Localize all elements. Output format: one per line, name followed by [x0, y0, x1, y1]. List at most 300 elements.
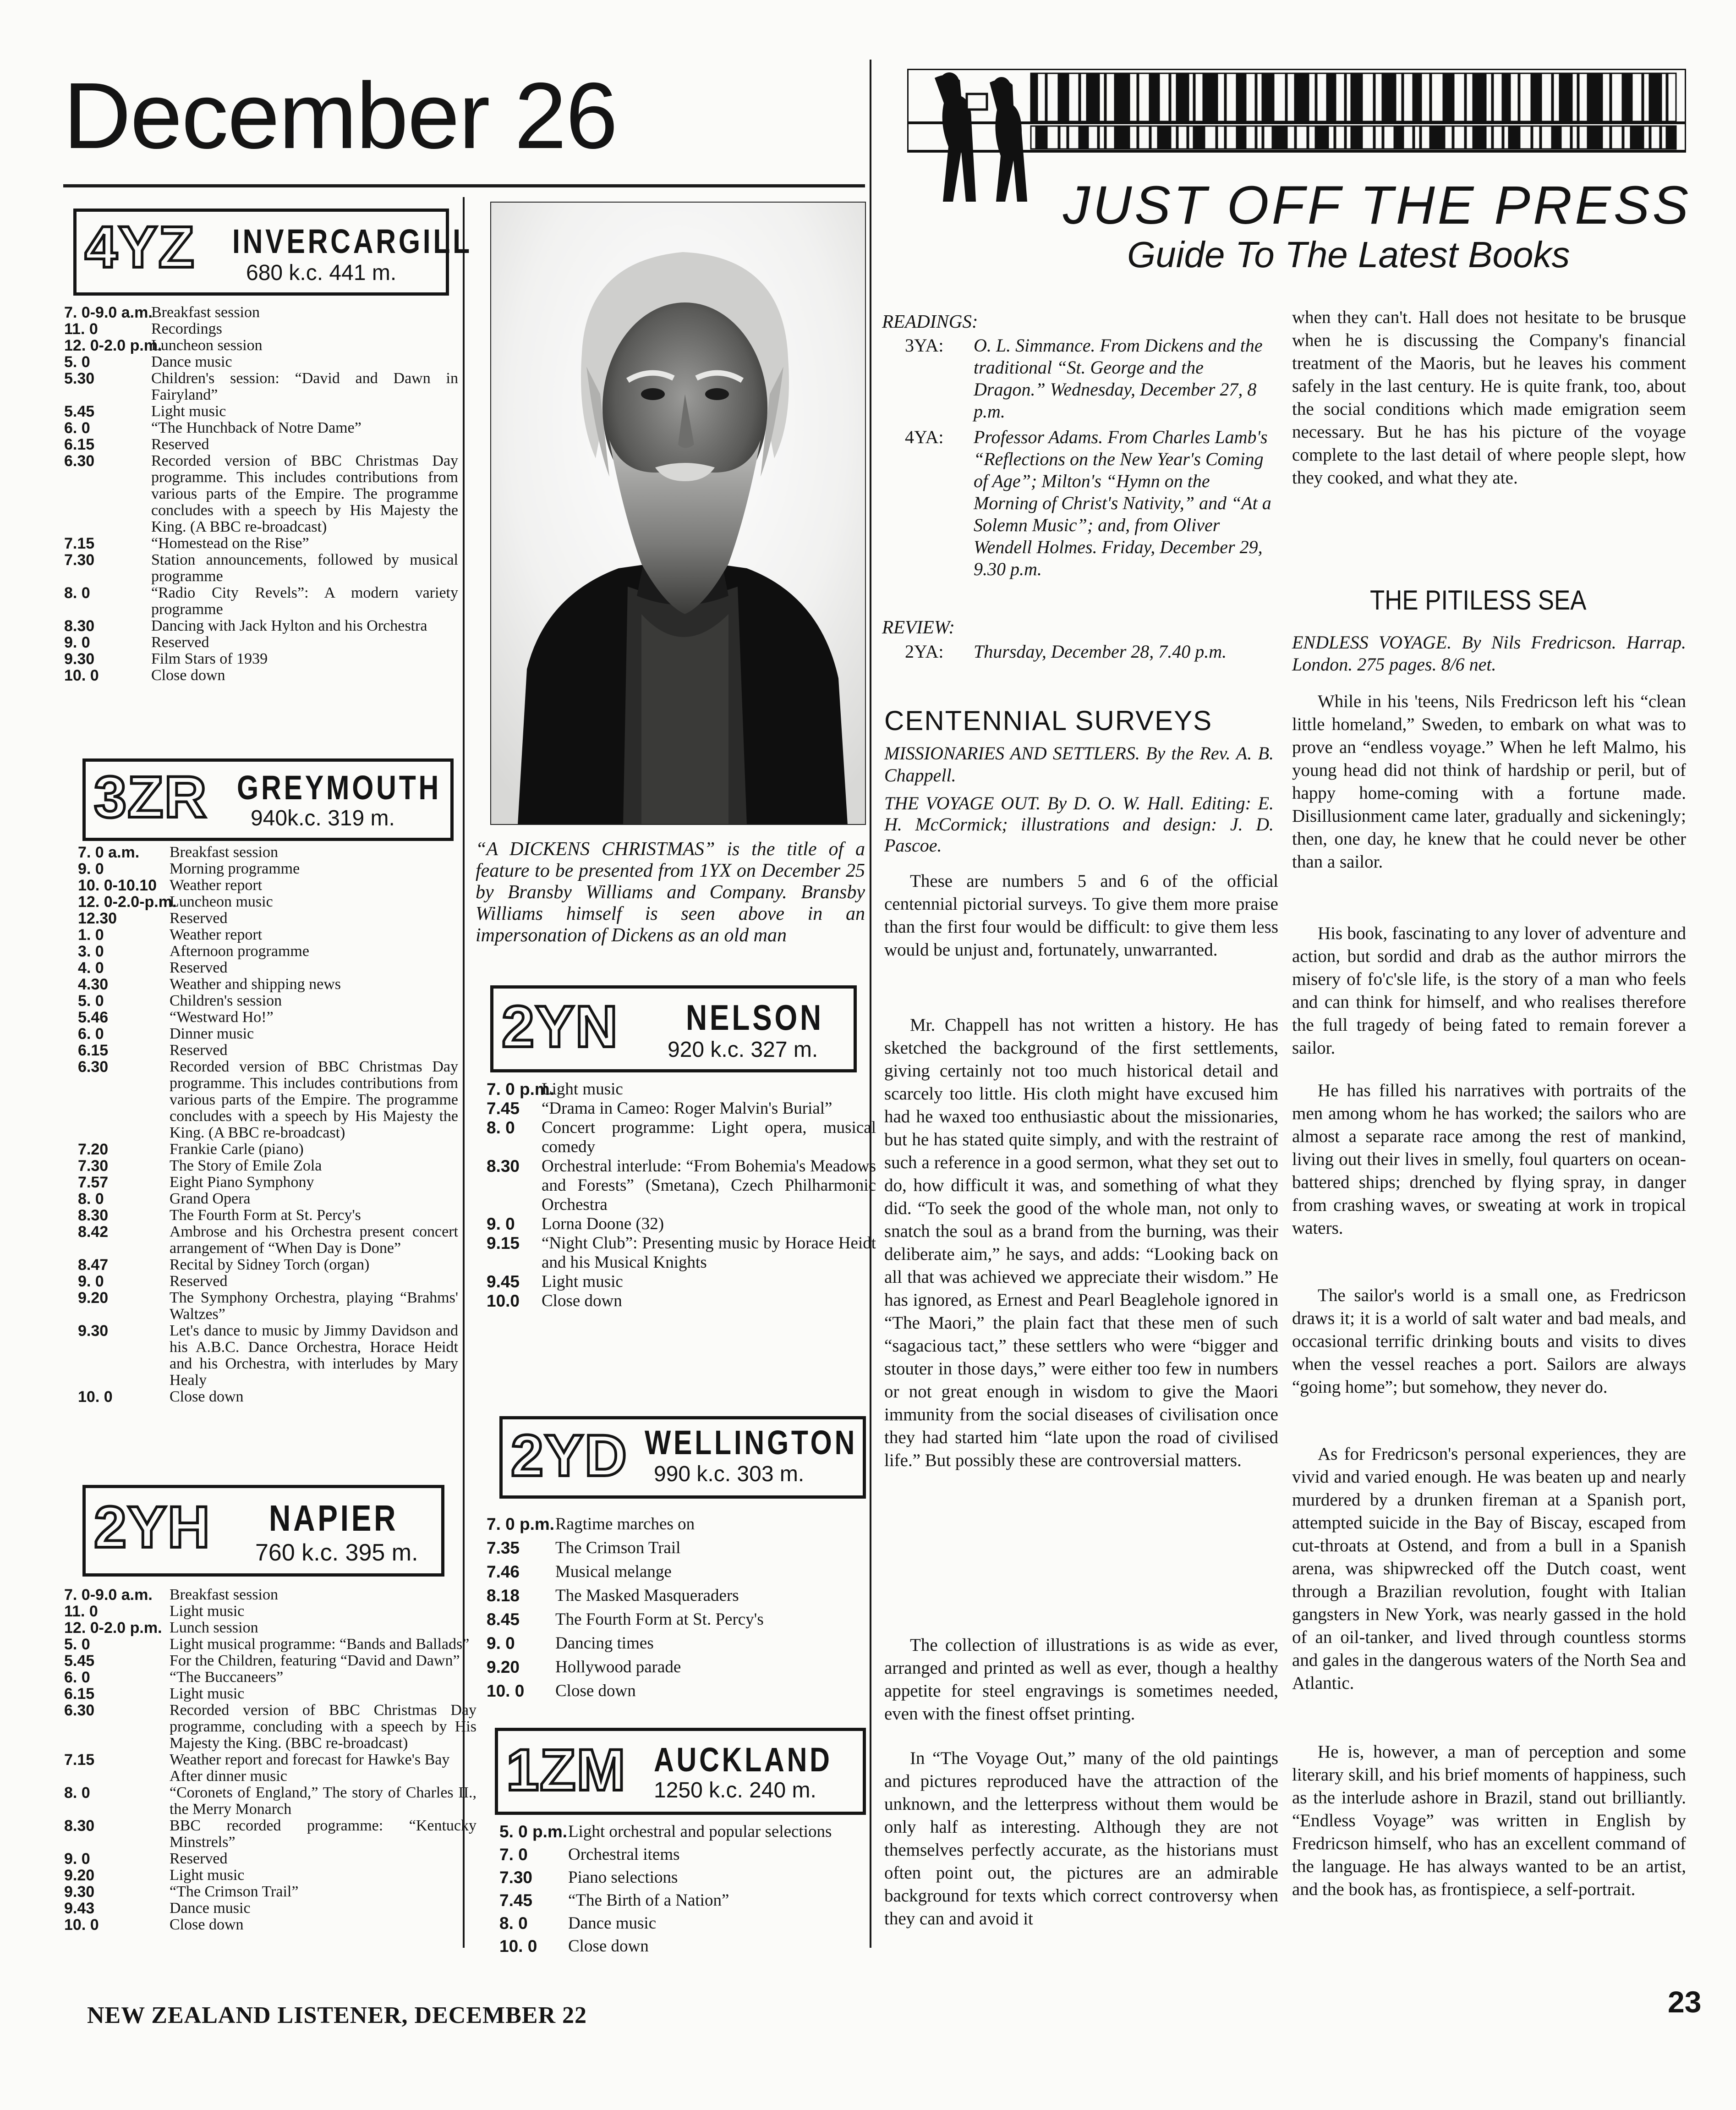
- schedule-row: [64, 304, 458, 321]
- schedule-row: [64, 1917, 476, 1933]
- reading-3ya-station: 3YA:: [905, 335, 944, 356]
- dickens-photo: [490, 202, 866, 825]
- schedule-time: 6.15: [78, 1042, 109, 1059]
- schedule-time: 7.20: [78, 1141, 109, 1158]
- schedule-description: Lorna Doone (32): [542, 1214, 664, 1233]
- schedule-time: 9. 0: [78, 1273, 104, 1290]
- centennial-para-5: when they can't. Hall does not hesitate to be brusque when he is discussing the Company's financial treatment of the Maoris, but he leaves his comment safely in the last century. He is quite frank, too, about the social conditions which made emigration seem necessary. But he has his picture of the voyage complete to the last detail of where people slept, how they cooked, and what they ate.: [1292, 308, 1686, 488]
- schedule-description: Close down: [151, 667, 225, 684]
- schedule-row: [487, 1291, 876, 1311]
- schedule-time: 5.46: [78, 1009, 109, 1026]
- reading-3ya-text: O. L. Simmance. From Dickens and the traditional “St. George and the Dragon.” Wednesday, December 27, 8 p.m.: [974, 335, 1263, 422]
- schedule-row: [64, 1884, 476, 1900]
- schedule-description: The Fourth Form at St. Percy's: [555, 1610, 764, 1629]
- station-box-2yn: [490, 985, 857, 1072]
- schedule-description: Musical melange: [555, 1562, 672, 1581]
- schedule-time: 11. 0: [64, 320, 98, 338]
- schedule-row: [487, 1512, 876, 1536]
- schedule-time: 10. 0: [64, 1916, 99, 1934]
- schedule-row: [487, 1679, 876, 1703]
- schedule-row: [64, 1785, 476, 1818]
- schedule-time: 9. 0: [64, 1850, 90, 1868]
- books-subtitle: Guide To The Latest Books: [1127, 234, 1570, 275]
- footer-publication: NEW ZEALAND LISTENER, DECEMBER 22: [87, 2002, 587, 2028]
- schedule-description: “The Crimson Trail”: [170, 1883, 299, 1900]
- schedule-time: 9.30: [64, 650, 95, 668]
- schedule-time: 7.45: [487, 1099, 520, 1118]
- schedule-description: Orchestral interlude: “From Bohemia's Meadows and Forests” (Smetana), Czech Philharmonic Orchestra: [542, 1157, 876, 1214]
- schedule-row: [64, 1686, 476, 1702]
- schedule-row: [64, 436, 458, 453]
- schedule-time: 7. 0-9.0 a.m.: [64, 304, 153, 321]
- schedule-row: [78, 943, 458, 960]
- schedule-description: Concert programme: Light opera, musical comedy: [542, 1118, 876, 1156]
- schedule-row: [499, 1889, 884, 1912]
- schedule-time: 6.15: [64, 1685, 95, 1703]
- schedule-row: [78, 1323, 458, 1389]
- schedule-description: The Masked Masqueraders: [555, 1586, 739, 1605]
- schedule-row: [64, 1768, 476, 1785]
- callsign-4yz: 4YZ: [85, 214, 195, 280]
- page-number: 23: [1668, 1985, 1702, 2019]
- schedule-time: 7.30: [499, 1868, 533, 1887]
- schedule-description: The Fourth Form at St. Percy's: [170, 1207, 361, 1224]
- station-box-4yz: [73, 209, 472, 296]
- station-freq-3zr: 940k.c. 319 m.: [251, 806, 395, 830]
- schedule-time: 8. 0: [499, 1914, 528, 1933]
- schedule-row: [487, 1536, 876, 1560]
- schedule-time: 8.30: [78, 1207, 109, 1224]
- schedule-row: [64, 337, 458, 354]
- schedule-description: “Coronets of England,” The story of Charles II., the Merry Monarch: [170, 1784, 476, 1818]
- schedule-time: 9.30: [78, 1322, 109, 1340]
- schedule-time: 12. 0-2.0 p.m.: [64, 1619, 162, 1637]
- schedule-time: 7.57: [78, 1174, 109, 1191]
- schedule-time: 7. 0-9.0 a.m.: [64, 1586, 153, 1604]
- schedule-description: Ambrose and his Orchestra present concert arrangement of “When Day is Done”: [170, 1223, 458, 1257]
- review-2ya-text: Thursday, December 28, 7.40 p.m.: [974, 641, 1227, 662]
- schedule-row: [64, 370, 458, 403]
- schedule-row: [78, 927, 458, 943]
- schedule-description: “Radio City Revels”: A modern variety programme: [151, 584, 458, 618]
- pitiless-para-4: The sailor's world is a small one, as Fredricson draws it; it is a world of salt water and bad meals, and occasional terrific drinking bouts and visits to dives when the vessel reaches a port. Sailors are always “going home”; but somehow, they never do.: [1292, 1286, 1686, 1397]
- schedule-description: For the Children, featuring “David and Dawn”: [170, 1652, 460, 1669]
- schedule-description: Weather and shipping news: [170, 976, 341, 993]
- schedule-description: Close down: [568, 1937, 649, 1956]
- schedule-time: 6. 0: [78, 1025, 104, 1043]
- schedule-time: 5. 0 p.m.: [499, 1822, 568, 1841]
- schedule-time: 7.35: [487, 1539, 520, 1557]
- callsign-2yn: 2YN: [502, 994, 619, 1060]
- station-box-2yh: [82, 1485, 444, 1577]
- schedule-row: [64, 453, 458, 535]
- callsign-2yh: 2YH: [94, 1495, 211, 1560]
- schedule-description: Recordings: [151, 320, 222, 337]
- schedule-description: Let's dance to music by Jimmy Davidson and his A.B.C. Dance Orchestra, Horace Heidt and his Orchestra, with interludes by Mary Healy: [170, 1322, 458, 1389]
- readings-label: READINGS:: [882, 311, 978, 332]
- schedule-time: 9.45: [487, 1272, 520, 1291]
- schedule-row: [64, 1752, 476, 1768]
- station-city-4yz: INVERCARGILL: [232, 222, 472, 260]
- schedule-description: Light music: [170, 1685, 245, 1702]
- schedule-row: [64, 1587, 476, 1603]
- schedule-time: 5.45: [64, 1652, 95, 1670]
- schedule-row: [78, 1290, 458, 1323]
- pitiless-para-1: While in his 'teens, Nils Fredricson left his “clean little homeland,” Sweden, to embark on what was to prove an “endless voyage.” When he left Malmo, his young head did not think of hardship or peril, but of happy home-coming with a fortune made. Disillusionment came later, gradually and sickeningly; then, one day, he knew that he could never be other than a sailor.: [1292, 692, 1686, 872]
- schedule-description: Light music: [542, 1080, 623, 1099]
- schedule-time: 7. 0 a.m.: [78, 844, 140, 861]
- schedule-description: Reserved: [170, 959, 228, 976]
- schedule-row: [64, 354, 458, 370]
- schedule-3zr: [78, 844, 458, 1405]
- schedule-row: [78, 1207, 458, 1224]
- schedule-time: 8.30: [487, 1157, 520, 1176]
- schedule-time: 10. 0: [64, 667, 99, 684]
- schedule-description: Light music: [151, 403, 226, 420]
- schedule-row: [64, 403, 458, 420]
- schedule-description: Reserved: [170, 1273, 228, 1290]
- schedule-description: “The Hunchback of Notre Dame”: [151, 419, 361, 436]
- schedule-description: Recital by Sidney Torch (organ): [170, 1256, 370, 1273]
- schedule-time: 10.0: [487, 1291, 520, 1310]
- schedule-row: [78, 1059, 458, 1141]
- schedule-row: [64, 420, 458, 436]
- schedule-time: 6.15: [64, 436, 95, 453]
- schedule-time: 9.20: [64, 1867, 95, 1884]
- schedule-row: [64, 321, 458, 337]
- schedule-description: Recorded version of BBC Christmas Day programme. This includes contributions from various parts of the Empire. The programme concludes with a speech by His Majesty the King. (A BBC re-broadcast): [151, 452, 458, 535]
- schedule-description: Breakfast session: [170, 1586, 279, 1603]
- schedule-description: Breakfast session: [170, 844, 279, 861]
- station-city-2yd: WELLINGTON: [645, 1423, 858, 1462]
- schedule-time: 7.46: [487, 1562, 520, 1581]
- pitiless-para-3: He has filled his narratives with portraits of the men among whom he has worked; the sailors who are almost a separate race among the rest of mankind, living out their lives in smelly, foul quarters on ocean-battered ships; drenched by flying spray, in danger from crashing waves, or sweating at work in tropical waters.: [1292, 1081, 1686, 1238]
- schedule-time: 7. 0 p.m.: [487, 1080, 555, 1099]
- centennial-para-1: These are numbers 5 and 6 of the official centennial pictorial surveys. To give them more praise than the first four would be difficult: to give them less would be unjust and, fortunately, unwarranted.: [884, 871, 1278, 960]
- schedule-description: Dance music: [568, 1914, 657, 1933]
- pitiless-subhead: ENDLESS VOYAGE. By Nils Fredricson. Harrap. London. 275 pages. 8/6 net.: [1292, 632, 1686, 675]
- schedule-time: 6.30: [78, 1058, 109, 1076]
- schedule-row: [64, 651, 458, 667]
- schedule-time: 8.30: [64, 1817, 95, 1835]
- station-freq-1zm: 1250 k.c. 240 m.: [654, 1778, 816, 1802]
- schedule-description: The Symphony Orchestra, playing “Brahms' Waltzes”: [170, 1289, 458, 1323]
- schedule-row: [487, 1655, 876, 1679]
- schedule-description: Eight Piano Symphony: [170, 1174, 314, 1191]
- schedule-row: [64, 552, 458, 585]
- schedule-time: 10. 0: [499, 1937, 537, 1956]
- schedule-time: 6. 0: [64, 419, 90, 437]
- schedule-row: [78, 844, 458, 861]
- schedule-time: 7. 0: [499, 1845, 528, 1864]
- schedule-row: [78, 1042, 458, 1059]
- schedule-row: [78, 894, 458, 910]
- schedule-description: Close down: [170, 1916, 244, 1933]
- schedule-time: 8. 0: [487, 1118, 515, 1137]
- schedule-row: [78, 1389, 458, 1405]
- schedule-description: Lunch session: [170, 1619, 258, 1636]
- schedule-description: “The Birth of a Nation”: [568, 1891, 729, 1910]
- schedule-row: [78, 1026, 458, 1042]
- schedule-time: 8.30: [64, 617, 95, 635]
- station-box-3zr: [82, 758, 454, 841]
- schedule-time: 7. 0 p.m.: [487, 1515, 555, 1533]
- schedule-time: 5.30: [64, 370, 95, 387]
- schedule-description: Children's session: “David and Dawn in Fairyland”: [151, 370, 458, 403]
- schedule-description: Reserved: [151, 634, 209, 651]
- schedule-description: Dinner music: [170, 1025, 254, 1042]
- schedule-description: Reserved: [170, 1850, 228, 1867]
- schedule-row: [64, 1653, 476, 1669]
- schedule-description: Luncheon session: [151, 337, 263, 354]
- schedule-description: The Crimson Trail: [555, 1539, 681, 1557]
- station-freq-2yh: 760 k.c. 395 m.: [255, 1539, 418, 1566]
- schedule-description: Recorded version of BBC Christmas Day programme, concluding with a speech by His Majesty the King. (BBC re-broadcast): [170, 1702, 476, 1752]
- station-freq-4yz: 680 k.c. 441 m.: [246, 261, 397, 285]
- schedule-row: [64, 1900, 476, 1917]
- pitiless-para-5: As for Fredricson's personal experiences, they are vivid and varied enough. He was beaten up and nearly murdered by a drunken fireman at a Spanish port, attempted suicide in the Bay of Biscay, escaped from cut-throats at Ostend, and from a bull in a Spanish arena, was shipwrecked off the Dutch coast, went through a Brazilian revolution, fought with Italian gangsters in New York, was nearly gassed in the hold of an oil-tanker, and lived through countless storms and gales in the dangerous waters of the North Sea and Atlantic.: [1292, 1444, 1686, 1693]
- schedule-time: 9. 0: [487, 1634, 515, 1653]
- schedule-row: [78, 993, 458, 1009]
- schedule-time: 8.42: [78, 1223, 109, 1241]
- schedule-row: [64, 585, 458, 618]
- page-date-title: December 26: [63, 63, 617, 168]
- schedule-description: Dancing times: [555, 1634, 654, 1653]
- schedule-row: [487, 1632, 876, 1655]
- schedule-description: “Homestead on the Rise”: [151, 535, 309, 552]
- schedule-row: [64, 1867, 476, 1884]
- schedule-row: [487, 1214, 876, 1234]
- schedule-description: Weather report and forecast for Hawke's Bay: [170, 1751, 450, 1768]
- schedule-row: [78, 1009, 458, 1026]
- schedule-row: [78, 1257, 458, 1273]
- schedule-description: Reserved: [151, 436, 209, 453]
- schedule-description: Ragtime marches on: [555, 1515, 695, 1533]
- schedule-time: 9.20: [487, 1658, 520, 1676]
- schedule-description: Reserved: [170, 910, 228, 927]
- schedule-time: 9.20: [78, 1289, 109, 1307]
- schedule-description: Piano selections: [568, 1868, 678, 1887]
- schedule-time: 7.15: [64, 1751, 95, 1769]
- schedule-row: [487, 1099, 876, 1118]
- schedule-time: 5. 0: [78, 992, 104, 1010]
- station-freq-2yd: 990 k.c. 303 m.: [654, 1462, 805, 1486]
- pitiless-heading: THE PITILESS SEA: [1370, 585, 1587, 615]
- header-rule: [63, 184, 865, 187]
- schedule-row: [487, 1560, 876, 1584]
- schedule-description: BBC recorded programme: “Kentucky Minstrels”: [170, 1817, 476, 1851]
- schedule-time: 9. 0: [78, 860, 104, 878]
- centennial-subhead-2: THE VOYAGE OUT. By D. O. W. Hall. Editing: E. H. McCormick; illustrations and design: J. D. Pascoe.: [884, 793, 1274, 856]
- schedule-row: [64, 667, 458, 684]
- schedule-row: [78, 1273, 458, 1290]
- station-city-1zm: AUCKLAND: [654, 1741, 832, 1779]
- schedule-time: 9.30: [64, 1883, 95, 1901]
- schedule-time: 11. 0: [64, 1603, 98, 1620]
- schedule-description: Light music: [170, 1603, 245, 1620]
- schedule-row: [64, 1669, 476, 1686]
- review-2ya-station: 2YA:: [905, 641, 944, 662]
- schedule-description: Dance music: [151, 353, 232, 370]
- schedule-1zm: [499, 1820, 884, 1958]
- schedule-time: 9. 0: [487, 1214, 515, 1233]
- schedule-description: Morning programme: [170, 860, 300, 877]
- centennial-heading: CENTENNIAL SURVEYS: [884, 705, 1213, 736]
- station-city-2yn: NELSON: [686, 997, 824, 1038]
- pitiless-para-6: He is, however, a man of perception and some literary skill, and his brief moments of happiness, such as the interlude ashore in Brazil, stand out brilliantly. “Endless Voyage” was written in English by Fredricson himself, who has an excellent command of the language. He has always wanted to be an artist, and the book has, as frontispiece, a self-portrait.: [1292, 1742, 1686, 1899]
- reading-4ya-station: 4YA:: [905, 427, 944, 447]
- schedule-description: Weather report: [170, 926, 263, 943]
- schedule-description: The Story of Emile Zola: [170, 1157, 322, 1174]
- schedule-time: 1. 0: [78, 926, 104, 944]
- schedule-time: [64, 1768, 170, 1785]
- centennial-para-3: The collection of illustrations is as wide as ever, arranged and printed as well as ever, though a healthy appetite for steel engravings is sometimes needed, even with the finest offset printing.: [884, 1635, 1278, 1724]
- schedule-description: Close down: [170, 1388, 244, 1405]
- schedule-row: [78, 861, 458, 877]
- schedule-row: [64, 634, 458, 651]
- schedule-description: Station announcements, followed by musical programme: [151, 551, 458, 585]
- schedule-row: [64, 1620, 476, 1636]
- schedule-description: Recorded version of BBC Christmas Day programme. This includes contributions from various parts of the Empire. The programme concludes with a speech by His Majesty the King. (A BBC re-broadcast): [170, 1058, 458, 1141]
- schedule-time: 8.18: [487, 1586, 520, 1605]
- schedule-time: 10. 0: [78, 1388, 113, 1406]
- station-city-2yh: NAPIER: [269, 1498, 399, 1539]
- schedule-description: Close down: [555, 1681, 636, 1700]
- schedule-time: 5. 0: [64, 1636, 90, 1653]
- schedule-2yd: [487, 1512, 876, 1703]
- schedule-description: Light music: [542, 1272, 623, 1291]
- station-box-2yd: [499, 1416, 866, 1499]
- schedule-description: After dinner music: [170, 1768, 287, 1785]
- schedule-time: 3. 0: [78, 943, 104, 960]
- schedule-description: Frankie Carle (piano): [170, 1141, 304, 1158]
- schedule-row: [487, 1584, 876, 1608]
- schedule-row: [78, 877, 458, 894]
- schedule-row: [487, 1080, 876, 1099]
- schedule-time: 5. 0: [64, 353, 90, 371]
- schedule-time: 4.30: [78, 976, 109, 993]
- schedule-description: Grand Opera: [170, 1190, 251, 1207]
- schedule-row: [78, 1141, 458, 1158]
- centennial-para-2: Mr. Chappell has not written a history. He has sketched the background of the first settlements, giving certainly not too much historical detail and scarcely too little. His cloth might have excused him had he waxed too enthusiastic about the missionaries, but he has stated quite simply, and with the restraint of such a reference in a good sermon, what they set out to do, how difficult it was, and something of what they did. “To seek the good of the whole man, not only to snatch the soul as a brand from the burning, was their deliberate aim,” he says, and adds: “Looking back on all that was achieved we appreciate their wisdom.” He has ignored, as Ernest and Pearl Beaglehole ignored in “The Maori,” the plain fact that these men of such “sagacious tact,” these settlers who were “bigger and stouter in those days,” were either too few in numbers or not great enough in wisdom to give the Maori immunity from the social diseases of civilisation once they had started him “late upon the road of civilised life.” But possibly these are controversial matters.: [884, 1015, 1278, 1470]
- schedule-row: [78, 910, 458, 927]
- dickens-portrait-image: [490, 202, 866, 825]
- station-freq-2yn: 920 k.c. 327 m.: [668, 1038, 818, 1062]
- schedule-row: [64, 618, 458, 634]
- schedule-time: 8. 0: [64, 1784, 90, 1802]
- schedule-time: 12. 0-2.0-p.m.: [78, 893, 177, 911]
- schedule-time: 12. 0-2.0 p.m.: [64, 337, 162, 354]
- schedule-row: [78, 1158, 458, 1174]
- schedule-time: 6.30: [64, 1702, 95, 1719]
- schedule-row: [487, 1272, 876, 1291]
- schedule-time: 6.30: [64, 452, 95, 470]
- review-label: REVIEW:: [882, 616, 955, 637]
- schedule-description: Light orchestral and popular selections: [568, 1822, 832, 1841]
- schedule-description: Breakfast session: [151, 304, 260, 321]
- schedule-row: [499, 1935, 884, 1958]
- schedule-time: 7.15: [64, 535, 95, 552]
- schedule-time: 9. 0: [64, 634, 90, 651]
- station-city-3zr: GREYMOUTH: [237, 769, 442, 807]
- schedule-description: Film Stars of 1939: [151, 650, 268, 667]
- schedule-description: Hollywood parade: [555, 1658, 681, 1676]
- schedule-time: 6. 0: [64, 1669, 90, 1686]
- schedule-row: [64, 1603, 476, 1620]
- schedule-description: Light music: [170, 1867, 245, 1884]
- schedule-time: 9.43: [64, 1900, 95, 1917]
- schedule-description: Reserved: [170, 1042, 228, 1059]
- schedule-time: 12.30: [78, 910, 117, 927]
- centennial-para-4: In “The Voyage Out,” many of the old paintings and pictures reproduced have the attraction of the unknown, and the letterpress without them would be only half as interesting. Although they are not themselves perfectly accurate, as the historians must often point out, the pictures are an admirable background for texts which correct controversy when they can and avoid it: [884, 1748, 1278, 1929]
- schedule-description: Orchestral items: [568, 1845, 680, 1864]
- schedule-time: 7.30: [64, 551, 95, 569]
- callsign-1zm: 1ZM: [506, 1737, 626, 1803]
- schedule-description: Children's session: [170, 992, 282, 1009]
- schedule-row: [78, 960, 458, 976]
- schedule-row: [499, 1866, 884, 1889]
- schedule-row: [487, 1157, 876, 1214]
- schedule-row: [78, 1174, 458, 1191]
- schedule-description: Weather report: [170, 877, 263, 894]
- schedule-description: “The Buccaneers”: [170, 1669, 284, 1686]
- schedule-time: 7.45: [499, 1891, 533, 1910]
- books-title: JUST OFF THE PRESS: [1063, 175, 1692, 236]
- schedule-description: Dance music: [170, 1900, 251, 1917]
- schedule-time: 7.30: [78, 1157, 109, 1175]
- schedule-time: 8. 0: [78, 1190, 104, 1208]
- schedule-row: [64, 1818, 476, 1851]
- station-box-1zm: [495, 1728, 866, 1815]
- reading-4ya-text: Professor Adams. From Charles Lamb's “Reflections on the New Year's Coming of Age”; Milton's “Hymn on the Morning of Christ's Nativity,” and “At a Solemn Music”; and, from Oliver Wendell Holmes. Friday, December 29, 9.30 p.m.: [974, 427, 1271, 579]
- schedule-row: [499, 1912, 884, 1935]
- schedule-description: Light musical programme: “Bands and Ballads”: [170, 1636, 470, 1653]
- schedule-row: [64, 1851, 476, 1867]
- schedule-time: 8. 0: [64, 584, 90, 602]
- schedule-row: [487, 1118, 876, 1157]
- schedule-time: 10. 0: [487, 1681, 525, 1700]
- schedule-description: Luncheon music: [170, 893, 273, 910]
- schedule-row: [78, 976, 458, 993]
- schedule-row: [64, 1702, 476, 1752]
- schedule-4yz: [64, 304, 458, 684]
- callsign-2yd: 2YD: [511, 1423, 628, 1489]
- schedule-row: [64, 535, 458, 552]
- schedule-row: [487, 1234, 876, 1272]
- schedule-time: 8.45: [487, 1610, 520, 1629]
- schedule-description: “Westward Ho!”: [170, 1009, 274, 1026]
- schedule-2yn: [487, 1080, 876, 1311]
- schedule-2yh: [64, 1587, 476, 1933]
- schedule-row: [499, 1843, 884, 1866]
- schedule-time: 8.47: [78, 1256, 109, 1274]
- schedule-time: 10. 0-10.10: [78, 877, 157, 894]
- schedule-row: [487, 1608, 876, 1632]
- schedule-row: [64, 1636, 476, 1653]
- pitiless-para-2: His book, fascinating to any lover of adventure and action, but sordid and drab as the author mirrors the misery of fo'c'sle life, is the story of a man who feels and can think for himself, and who realises therefore the full tragedy of being fated to remain forever a sailor.: [1292, 923, 1686, 1058]
- callsign-3zr: 3ZR: [94, 764, 208, 830]
- centennial-subhead-1: MISSIONARIES AND SETTLERS. By the Rev. A. B. Chappell.: [884, 743, 1274, 786]
- schedule-description: “Night Club”: Presenting music by Horace Heidt and his Musical Knights: [542, 1234, 876, 1272]
- schedule-row: [78, 1224, 458, 1257]
- schedule-description: Afternoon programme: [170, 943, 309, 960]
- schedule-description: “Drama in Cameo: Roger Malvin's Burial”: [542, 1099, 832, 1118]
- schedule-description: Close down: [542, 1291, 622, 1310]
- schedule-description: Dancing with Jack Hylton and his Orchestra: [151, 617, 427, 634]
- photo-caption: “A DICKENS CHRISTMAS” is the title of a feature to be presented from 1YX on December 25 by Bransby Williams and Company. Bransby Williams himself is seen above in an impersonation of Dickens as an old man: [476, 839, 865, 946]
- schedule-row: [499, 1820, 884, 1843]
- schedule-time: 9.15: [487, 1234, 520, 1253]
